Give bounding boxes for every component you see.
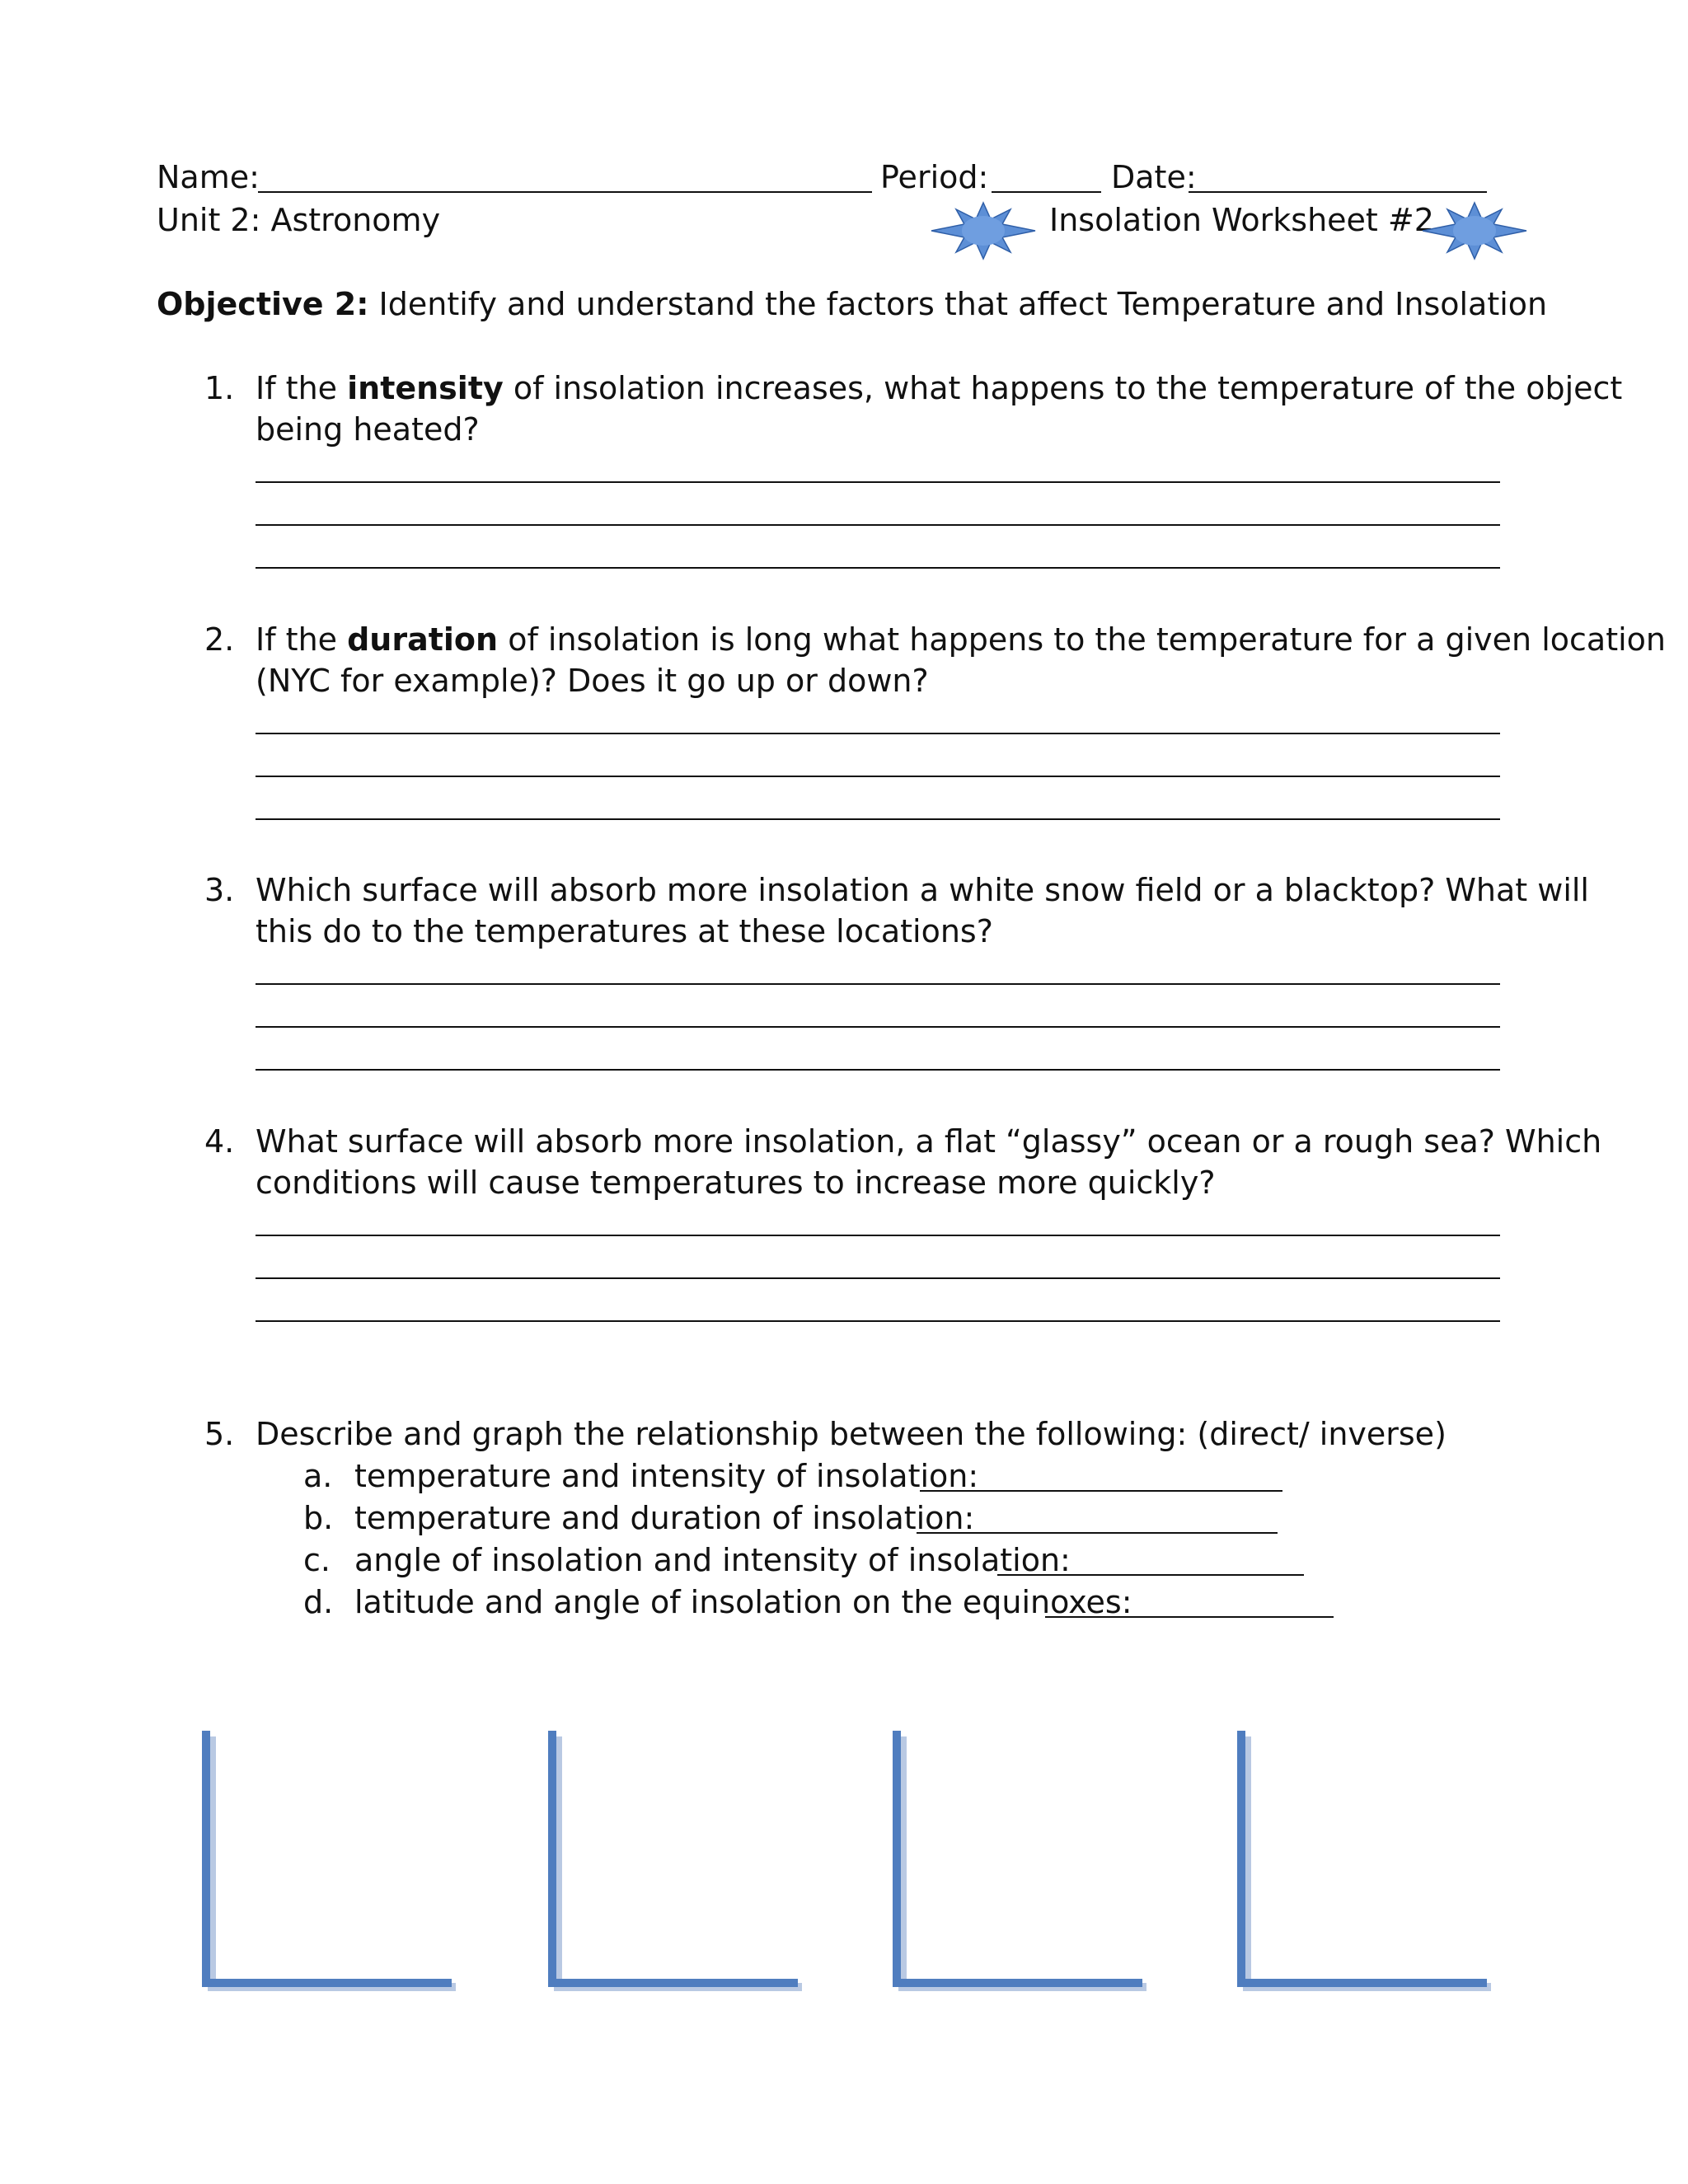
objective-text: Identify and understand the factors that affect Temperature and Insolation (378, 286, 1548, 322)
sub-item-text: temperature and intensity of insolation: (354, 1458, 979, 1494)
sub-item-letter: d. (303, 1584, 334, 1620)
question-number: 1. (204, 370, 235, 406)
star-burst-icon (930, 201, 1037, 260)
answer-line[interactable] (256, 776, 1500, 777)
answer-line[interactable] (256, 1320, 1500, 1322)
question-number: 2. (204, 621, 235, 658)
answer-line[interactable] (256, 481, 1500, 483)
name-label: Name: (157, 159, 260, 195)
objective (157, 284, 1547, 325)
question-1-line-1: If the intensity of insolation increases, what happens to the temperature of the object (256, 370, 1623, 406)
question-2-line-2: (NYC for example)? Does it go up or down? (256, 663, 929, 699)
answer-line[interactable] (256, 524, 1500, 526)
date-label: Date: (1111, 159, 1197, 195)
answer-line[interactable] (256, 1277, 1500, 1279)
sub-item-letter: b. (303, 1500, 334, 1536)
answer-line[interactable] (256, 983, 1500, 985)
sub-item-letter: a. (303, 1458, 333, 1494)
sub-item-text: latitude and angle of insolation on the equinoxes: (354, 1584, 1132, 1620)
question-5-text: Describe and graph the relationship between the following: (direct/ inverse) (256, 1416, 1447, 1452)
question-number: 5. (204, 1416, 235, 1452)
sub-item-letter: c. (303, 1542, 331, 1578)
name-field[interactable] (258, 191, 872, 193)
date-field[interactable] (1189, 191, 1487, 193)
question-number: 3. (204, 872, 235, 908)
graph-axes-b[interactable] (544, 1731, 808, 2003)
answer-line[interactable] (256, 818, 1500, 820)
graph-axes-a[interactable] (198, 1731, 462, 2003)
answer-blank[interactable] (917, 1532, 1278, 1534)
question-3-line-2: this do to the temperatures at these locations? (256, 913, 993, 949)
period-label: Period: (880, 159, 989, 195)
graph-axes-d[interactable] (1233, 1731, 1497, 2003)
unit-title: Unit 2: Astronomy (157, 202, 441, 238)
question-4-line-1: What surface will absorb more insolation, a flat “glassy” ocean or a rough sea? Which (256, 1123, 1602, 1160)
answer-line[interactable] (256, 733, 1500, 734)
answer-line[interactable] (256, 567, 1500, 569)
question-2-line-1: If the duration of insolation is long what happens to the temperature for a given location (256, 621, 1666, 658)
answer-line[interactable] (256, 1235, 1500, 1236)
sub-item-text: angle of insolation and intensity of insolation: (354, 1542, 1071, 1578)
answer-line[interactable] (256, 1026, 1500, 1028)
answer-line[interactable] (256, 1069, 1500, 1071)
question-number: 4. (204, 1123, 235, 1160)
graph-axes-c[interactable] (889, 1731, 1152, 2003)
question-1-line-2: being heated? (256, 411, 480, 448)
question-4-line-2: conditions will cause temperatures to increase more quickly? (256, 1165, 1216, 1201)
objective-label: Objective 2: (157, 286, 369, 322)
answer-blank[interactable] (920, 1490, 1282, 1492)
answer-blank[interactable] (1045, 1616, 1334, 1618)
star-burst-icon (1421, 201, 1528, 260)
sub-item-text: temperature and duration of insolation: (354, 1500, 975, 1536)
worksheet-title: Insolation Worksheet #2 (1049, 202, 1434, 238)
period-field[interactable] (992, 191, 1101, 193)
question-3-line-1: Which surface will absorb more insolation a white snow field or a blacktop? What will (256, 872, 1589, 908)
answer-blank[interactable] (997, 1574, 1304, 1576)
